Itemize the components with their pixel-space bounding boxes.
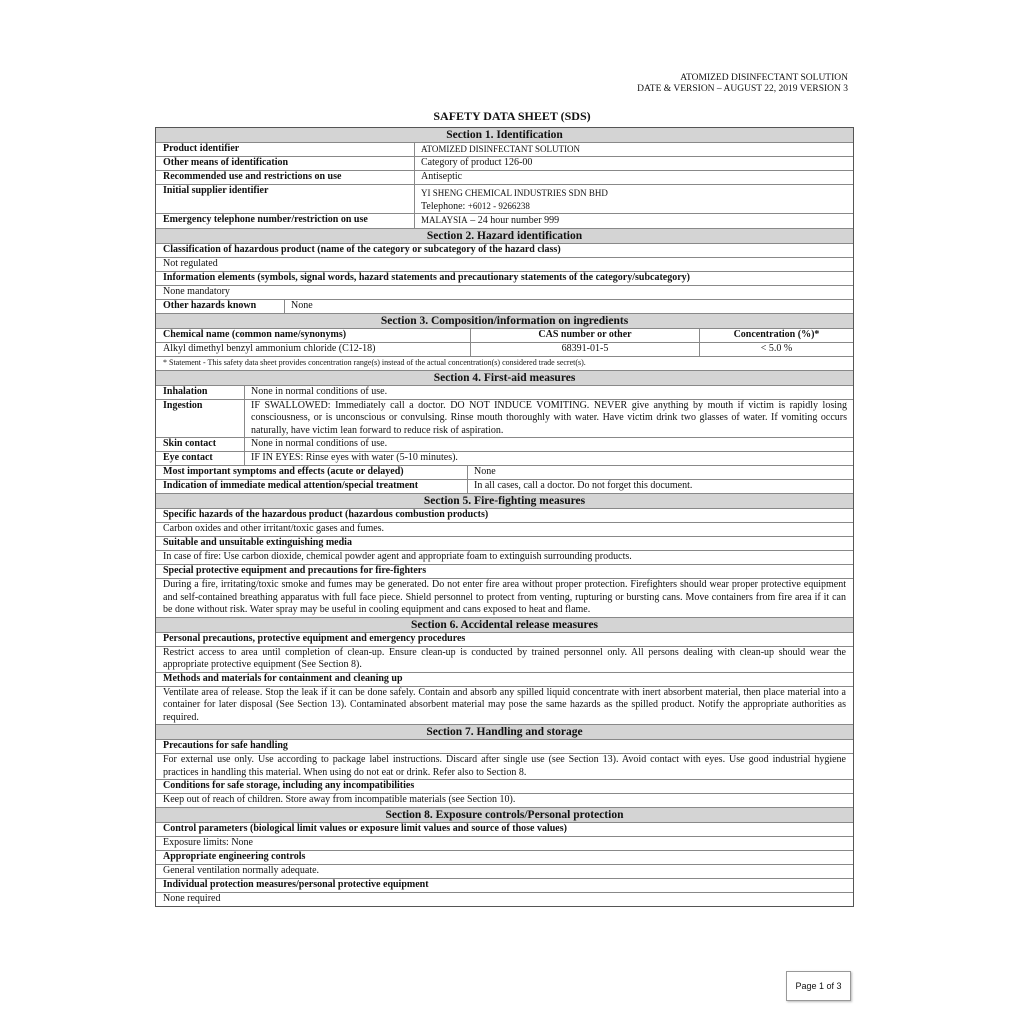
individual-protection-label: Individual protection measures/personal protective equipment xyxy=(163,879,429,890)
control-parameters-label-row xyxy=(156,822,853,836)
product-identifier-row xyxy=(156,142,853,156)
extinguishing-media-label-row xyxy=(156,536,853,550)
header-product-name: ATOMIZED DISINFECTANT SOLUTION xyxy=(680,73,848,83)
header-date-version: DATE & VERSION – AUGUST 22, 2019 VERSION 3 xyxy=(637,84,848,94)
personal-precautions-value: Restrict access to area until completion of clean-up. Ensure clean-up is conducted by trained personnel only. All persons dealing with clean-up should wear the appropriate protective equipment (See Section 8). xyxy=(163,646,846,670)
col-chemical-name: Chemical name (common name/synonyms) xyxy=(163,328,347,340)
eye-contact-row xyxy=(156,451,853,465)
page-number: Page 1 of 3 xyxy=(795,981,842,991)
personal-precautions-label: Personal precautions, protective equipment and emergency procedures xyxy=(163,632,466,644)
control-parameters-value-row xyxy=(156,836,853,850)
skin-contact-label: Skin contact xyxy=(163,438,217,449)
ingestion-row xyxy=(156,399,853,438)
other-means-row xyxy=(156,156,853,170)
other-means-label: Other means of identification xyxy=(163,157,289,168)
symptoms-row xyxy=(156,465,853,479)
other-hazards-value: None xyxy=(284,300,853,313)
recommended-use-row xyxy=(156,170,853,184)
containment-methods-label: Methods and materials for containment and cleaning up xyxy=(163,672,403,684)
eye-contact-value: IF IN EYES: Rinse eyes with water (5-10 minutes). xyxy=(244,452,853,465)
classification-label: Classification of hazardous product (name of the category or subcategory of the hazard class) xyxy=(163,243,561,255)
ingredient-row xyxy=(156,342,853,356)
classification-label-row xyxy=(156,243,853,257)
other-hazards-label: Other hazards known xyxy=(163,299,257,311)
ingestion-value: IF SWALLOWED: Immediately call a doctor. DO NOT INDUCE VOMITING. NEVER give anything by mouth if victim is rapidly losing consciousness, or is unconscious or convulsing. Rinse mouth thoroughly with water. Have victim drink two glasses of water. If vomiting occurs naturally, have victim lean forward to reduce risk of aspiration. xyxy=(244,400,853,438)
control-parameters-label: Control parameters (biological limit values or exposure limit values and source of those values) xyxy=(163,823,567,834)
classification-value-row xyxy=(156,257,853,271)
col-cas-number: CAS number or other xyxy=(470,329,699,342)
ingredient-cas: 68391-01-5 xyxy=(470,343,699,356)
info-elements-label-row xyxy=(156,271,853,285)
emergency-label: Emergency telephone number/restriction on use xyxy=(163,214,368,225)
engineering-controls-label-row xyxy=(156,850,853,864)
extinguishing-media-label: Suitable and unsuitable extinguishing media xyxy=(163,537,352,548)
supplier-value xyxy=(414,185,853,213)
safe-storage-value-row xyxy=(156,793,853,807)
extinguishing-media-value: In case of fire: Use carbon dioxide, chemical powder agent and appropriate foam to extinguish surrounding products. xyxy=(163,551,632,562)
emergency-country: MALAYSIA xyxy=(421,215,468,225)
safe-handling-label-row xyxy=(156,739,853,753)
other-means-value: Category of product 126-00 xyxy=(414,157,853,170)
document-header xyxy=(637,73,848,95)
statement-row xyxy=(156,356,853,370)
skin-contact-row xyxy=(156,437,853,451)
ingestion-label: Ingestion xyxy=(163,399,203,411)
extinguishing-media-value-row xyxy=(156,550,853,564)
firefighter-ppe-label-row xyxy=(156,564,853,578)
engineering-controls-value-row xyxy=(156,864,853,878)
medical-attention-row xyxy=(156,479,853,493)
emergency-number: – 24 hour number 999 xyxy=(470,215,560,226)
symptoms-label: Most important symptoms and effects (acute or delayed) xyxy=(163,466,404,477)
section-7-heading: Section 7. Handling and storage xyxy=(156,724,853,739)
medical-attention-label: Indication of immediate medical attention/special treatment xyxy=(163,480,419,491)
section-6-heading: Section 6. Accidental release measures xyxy=(156,617,853,632)
section-2-heading: Section 2. Hazard identification xyxy=(156,228,853,243)
specific-hazards-label-row xyxy=(156,508,853,522)
info-elements-value: None mandatory xyxy=(163,285,230,297)
supplier-phone-label: Telephone: xyxy=(421,200,466,212)
info-elements-label: Information elements (symbols, signal words, hazard statements and precautionary statements of the category/subcategory) xyxy=(163,271,690,283)
engineering-controls-value: General ventilation normally adequate. xyxy=(163,865,320,876)
supplier-label: Initial supplier identifier xyxy=(163,185,269,196)
document-title: SAFETY DATA SHEET (SDS) xyxy=(433,109,591,123)
info-elements-value-row xyxy=(156,285,853,299)
sds-table xyxy=(155,127,854,907)
section-8-heading: Section 8. Exposure controls/Personal protection xyxy=(156,807,853,822)
classification-value: Not regulated xyxy=(163,257,218,269)
safe-storage-label-row xyxy=(156,779,853,793)
other-hazards-row xyxy=(156,299,853,313)
medical-attention-value: In all cases, call a doctor. Do not forget this document. xyxy=(467,480,853,493)
inhalation-label: Inhalation xyxy=(163,385,208,397)
inhalation-row xyxy=(156,385,853,399)
supplier-phone xyxy=(421,200,847,214)
containment-methods-value-row xyxy=(156,686,853,725)
section-3-heading: Section 3. Composition/information on ingredients xyxy=(156,313,853,328)
safe-storage-label: Conditions for safe storage, including any incompatibilities xyxy=(163,780,415,791)
personal-precautions-label-row xyxy=(156,632,853,646)
containment-methods-label-row xyxy=(156,672,853,686)
skin-contact-value: None in normal conditions of use. xyxy=(244,438,853,451)
trade-secret-statement: * Statement - This safety data sheet provides concentration range(s) instead of the actual concentration(s) considered trade secret(s). xyxy=(163,357,586,367)
engineering-controls-label: Appropriate engineering controls xyxy=(163,851,306,862)
inhalation-value: None in normal conditions of use. xyxy=(244,386,853,399)
safe-handling-value: For external use only. Use according to package label instructions. Discard after single use (see Section 13). Avoid contact with eyes. Use good industrial hygiene practices in handling this material. When using do not eat or drink. Refer also to Section 8. xyxy=(163,754,846,778)
section-4-heading: Section 4. First-aid measures xyxy=(156,370,853,385)
col-concentration: Concentration (%)* xyxy=(699,329,853,342)
firefighter-ppe-label: Special protective equipment and precautions for fire-fighters xyxy=(163,565,427,576)
supplier-name: YI SHENG CHEMICAL INDUSTRIES SDN BHD xyxy=(421,188,608,198)
supplier-phone-number: +6012 - 9266238 xyxy=(467,200,530,211)
supplier-row xyxy=(156,184,853,213)
personal-precautions-value-row xyxy=(156,646,853,672)
safe-handling-label: Precautions for safe handling xyxy=(163,740,288,751)
specific-hazards-value: Carbon oxides and other irritant/toxic gases and fumes. xyxy=(163,523,385,534)
specific-hazards-label: Specific hazards of the hazardous product (hazardous combustion products) xyxy=(163,509,489,520)
individual-protection-value: None required xyxy=(163,893,221,904)
emergency-value xyxy=(414,214,853,228)
recommended-use-value: Antiseptic xyxy=(414,171,853,184)
eye-contact-label: Eye contact xyxy=(163,452,213,463)
specific-hazards-value-row xyxy=(156,522,853,536)
section-5-heading: Section 5. Fire-fighting measures xyxy=(156,493,853,508)
page-number-box xyxy=(786,971,851,1001)
recommended-use-label: Recommended use and restrictions on use xyxy=(163,171,342,182)
ingredient-name: Alkyl dimethyl benzyl ammonium chloride (C12-18) xyxy=(163,342,376,354)
symptoms-value: None xyxy=(467,466,853,479)
product-identifier-label: Product identifier xyxy=(163,143,240,154)
safe-storage-value: Keep out of reach of children. Store away from incompatible materials (see Section 10). xyxy=(163,794,516,805)
individual-protection-label-row xyxy=(156,878,853,892)
firefighter-ppe-value-row xyxy=(156,578,853,617)
emergency-row xyxy=(156,213,853,228)
product-identifier-value: ATOMIZED DISINFECTANT SOLUTION xyxy=(414,143,853,156)
section-1-heading: Section 1. Identification xyxy=(156,128,853,142)
control-parameters-value: Exposure limits: None xyxy=(163,837,253,848)
ingredients-header-row xyxy=(156,328,853,342)
containment-methods-value: Ventilate area of release. Stop the leak if it can be done safely. Contain and absorb any spilled liquid concentrate with inert absorbent material, then place material into a container for later disposal (See Section 13). Contaminated absorbent material may pose the same hazards as the spilled product. Notify the appropriate authorities as required. xyxy=(163,686,846,723)
ingredient-concentration: < 5.0 % xyxy=(699,343,853,356)
individual-protection-value-row xyxy=(156,892,853,906)
firefighter-ppe-value: During a fire, irritating/toxic smoke and fumes may be generated. Do not enter fire area without proper protection. Firefighters should wear proper protective equipment and self-contained breathing apparatus with full face piece. Shield personnel to protect from venting, rupturing or bursting cans. Move containers from fire area if it can be done without risk. Water spray may be useful in cooling equipment and cans exposed to heat and flame. xyxy=(163,579,846,615)
safe-handling-value-row xyxy=(156,753,853,779)
